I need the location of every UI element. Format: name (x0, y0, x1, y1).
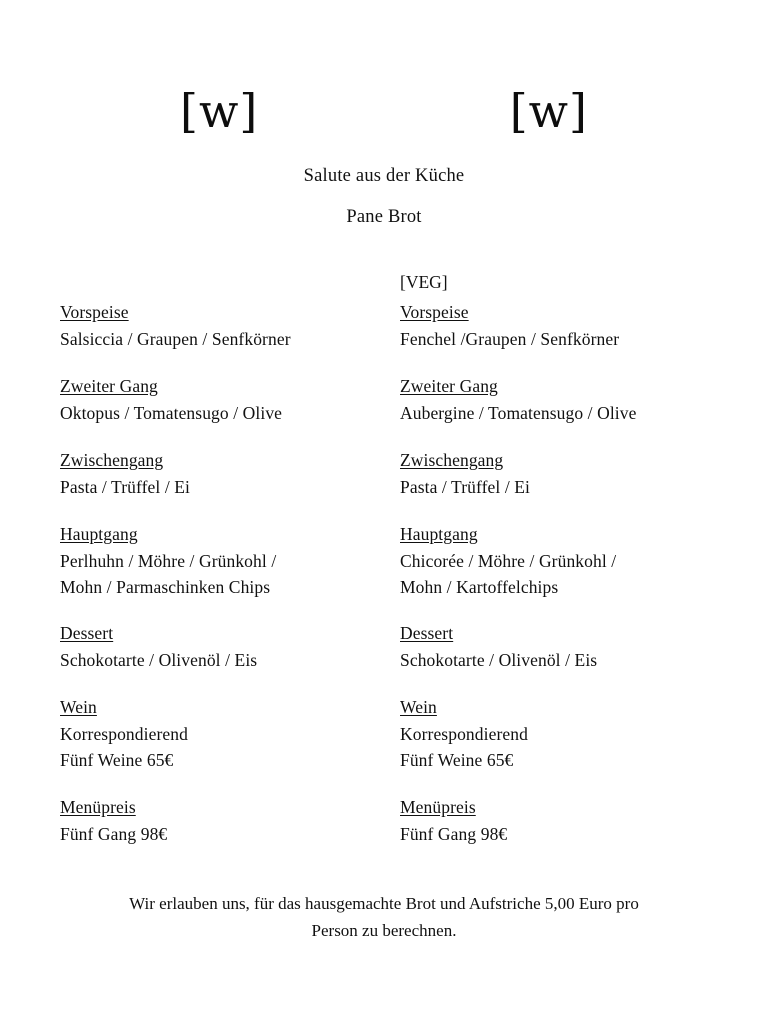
course-title: Dessert (60, 623, 114, 644)
footer-note (0, 890, 768, 944)
course-line: Korrespondierend (400, 724, 528, 745)
course-title: Wein (400, 697, 437, 718)
course-block (400, 376, 708, 427)
menu-columns (0, 272, 768, 871)
course-block (60, 797, 384, 848)
brand-logo-left: [w] (180, 84, 259, 138)
menu-column-standard (60, 272, 384, 871)
course-line: Perlhuhn / Möhre / Grünkohl / (60, 550, 277, 571)
course-line: Aubergine / Tomatensugo / Olive (400, 402, 637, 423)
course-block (60, 450, 384, 501)
course-block (60, 697, 384, 774)
footer-line-1: Wir erlauben uns, für das hausgemachte Brot und Aufstriche 5,00 Euro pro (129, 894, 639, 913)
course-line: Schokotarte / Olivenöl / Eis (400, 650, 598, 671)
course-line: Pasta / Trüffel / Ei (60, 476, 191, 497)
course-block (60, 376, 384, 427)
course-title: Vorspeise (60, 302, 129, 322)
menu-column-vegetarian (384, 272, 708, 871)
course-line: Fenchel /Graupen / Senfkörner (400, 329, 620, 349)
course-line: Pasta / Trüffel / Ei (400, 476, 531, 497)
course-line: Chicorée / Möhre / Grünkohl / (400, 550, 617, 571)
course-title: Zweiter Gang (60, 375, 158, 396)
course-title: Vorspeise (400, 302, 469, 322)
course-title: Zwischengang (60, 449, 164, 470)
brand-logo-right: [w] (509, 84, 588, 138)
column-tag-spacer (60, 272, 384, 302)
course-line: Oktopus / Tomatensugo / Olive (60, 402, 283, 423)
course-title: Wein (60, 697, 97, 718)
course-block (60, 524, 384, 601)
course-block (60, 302, 384, 353)
course-title: Menüpreis (60, 797, 136, 818)
course-title: Zwischengang (400, 449, 504, 470)
course-block (400, 450, 708, 501)
course-line: Schokotarte / Olivenöl / Eis (60, 650, 258, 671)
footer-line-2: Person zu berechnen. (311, 921, 457, 941)
course-block (400, 623, 708, 674)
course-block (400, 697, 708, 774)
course-block (400, 524, 708, 601)
course-line: Fünf Gang 98€ (60, 824, 168, 845)
veg-tag: [VEG] (400, 272, 448, 292)
course-line: Fünf Weine 65€ (60, 750, 174, 771)
course-title: Hauptgang (60, 523, 138, 544)
course-title: Dessert (400, 623, 454, 644)
course-block (400, 797, 708, 848)
course-title: Menüpreis (400, 797, 476, 818)
course-line: Mohn / Kartoffelchips (400, 576, 559, 597)
logo-row (0, 0, 768, 138)
course-line: Fünf Weine 65€ (400, 750, 514, 771)
course-block (60, 623, 384, 674)
course-line: Salsiccia / Graupen / Senfkörner (60, 329, 291, 349)
salute-line: Salute aus der Küche (303, 166, 465, 186)
course-line: Fünf Gang 98€ (400, 824, 508, 845)
course-title: Hauptgang (400, 523, 478, 544)
course-block (400, 302, 708, 353)
course-line: Mohn / Parmaschinken Chips (60, 576, 271, 597)
bread-line: Pane Brot (346, 207, 422, 227)
course-title: Zweiter Gang (400, 375, 498, 396)
course-line: Korrespondierend (60, 724, 188, 745)
